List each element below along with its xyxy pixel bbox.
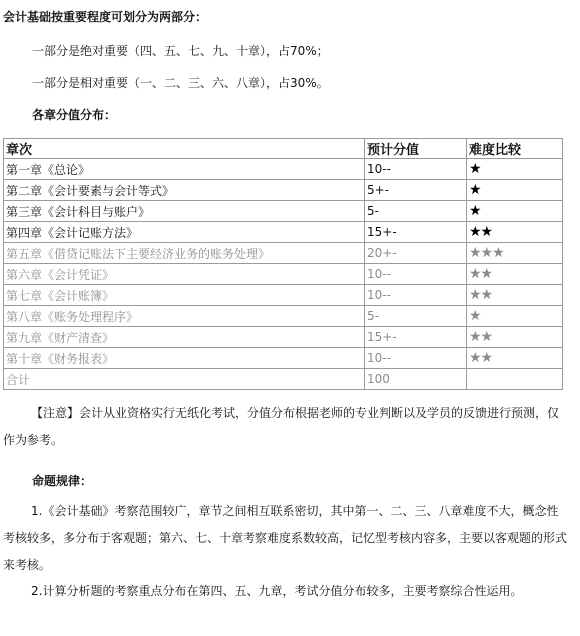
score-cell: 15+-: [365, 327, 467, 348]
total-score: 100: [365, 369, 467, 390]
difficulty-stars: ★★: [467, 348, 563, 369]
chapter-cell: 第五章《借贷记账法下主要经济业务的账务处理》: [4, 243, 365, 264]
header-difficulty: 难度比较: [467, 139, 563, 159]
difficulty-stars: ★★: [467, 327, 563, 348]
table-row: [4, 180, 563, 201]
difficulty-stars: ★★: [467, 222, 563, 243]
score-cell: 5+-: [365, 180, 467, 201]
chapter-cell: 第九章《财产清查》: [4, 327, 365, 348]
rule-one-paragraph: 1.《会计基础》考察范围较广，章节之间相互联系密切，其中第一、二、三、八章难度不大，概念性考核较多，多分布于客观题；第六、七、十章考察难度系数较高，记忆型考核内容多，主要以客观题的形式来考核。: [3, 504, 568, 572]
table-row: [4, 285, 563, 306]
difficulty-stars: ★★: [467, 285, 563, 306]
table-row: [4, 306, 563, 327]
rules-heading: 命题规律：: [32, 474, 93, 488]
table-row: [4, 159, 563, 180]
table-total-row: [4, 369, 563, 390]
score-cell: 10--: [365, 348, 467, 369]
table-row: [4, 348, 563, 369]
chapter-score-table: [3, 138, 563, 390]
chapter-cell: 第一章《总论》: [4, 159, 365, 180]
difficulty-stars: ★: [467, 159, 563, 180]
chapter-cell: 第三章《会计科目与账户》: [4, 201, 365, 222]
difficulty-stars: ★: [467, 306, 563, 327]
table-row: [4, 243, 563, 264]
part-one-text: 一部分是绝对重要（四、五、七、九、十章），占70%；: [32, 44, 329, 58]
score-cell: 15+-: [365, 222, 467, 243]
total-stars: [467, 369, 563, 390]
score-cell: 10--: [365, 159, 467, 180]
score-cell: 5-: [365, 306, 467, 327]
difficulty-stars: ★: [467, 180, 563, 201]
distribution-heading: 各章分值分布：: [32, 108, 117, 122]
chapter-cell: 第六章《会计凭证》: [4, 264, 365, 285]
difficulty-stars: ★★★: [467, 243, 563, 264]
score-cell: 5-: [365, 201, 467, 222]
table-row: [4, 222, 563, 243]
score-cell: 20+-: [365, 243, 467, 264]
chapter-cell: 第二章《会计要素与会计等式》: [4, 180, 365, 201]
part-two-text: 一部分是相对重要（一、二、三、六、八章），占30%。: [32, 76, 329, 90]
table-header-row: [4, 139, 563, 159]
chapter-cell: 第八章《账务处理程序》: [4, 306, 365, 327]
table-row: [4, 327, 563, 348]
note-paragraph: 【注意】会计从业资格实行无纸化考试，分值分布根据老师的专业判断以及学员的反馈进行预测，仅作为参考。: [3, 406, 560, 447]
score-cell: 10--: [365, 285, 467, 306]
section-heading: 会计基础按重要程度可划分为两部分：: [3, 10, 208, 24]
chapter-cell: 第十章《财务报表》: [4, 348, 365, 369]
total-label: 合计: [4, 369, 365, 390]
table-row: [4, 201, 563, 222]
table-row: [4, 264, 563, 285]
rule-two-paragraph: 2.计算分析题的考察重点分布在第四、五、九章，考试分值分布较多，主要考察综合性运用。: [31, 584, 523, 598]
difficulty-stars: ★★: [467, 264, 563, 285]
chapter-cell: 第四章《会计记账方法》: [4, 222, 365, 243]
difficulty-stars: ★: [467, 201, 563, 222]
score-cell: 10--: [365, 264, 467, 285]
header-score: 预计分值: [365, 139, 467, 159]
chapter-cell: 第七章《会计账簿》: [4, 285, 365, 306]
header-chapter: 章次: [4, 139, 365, 159]
